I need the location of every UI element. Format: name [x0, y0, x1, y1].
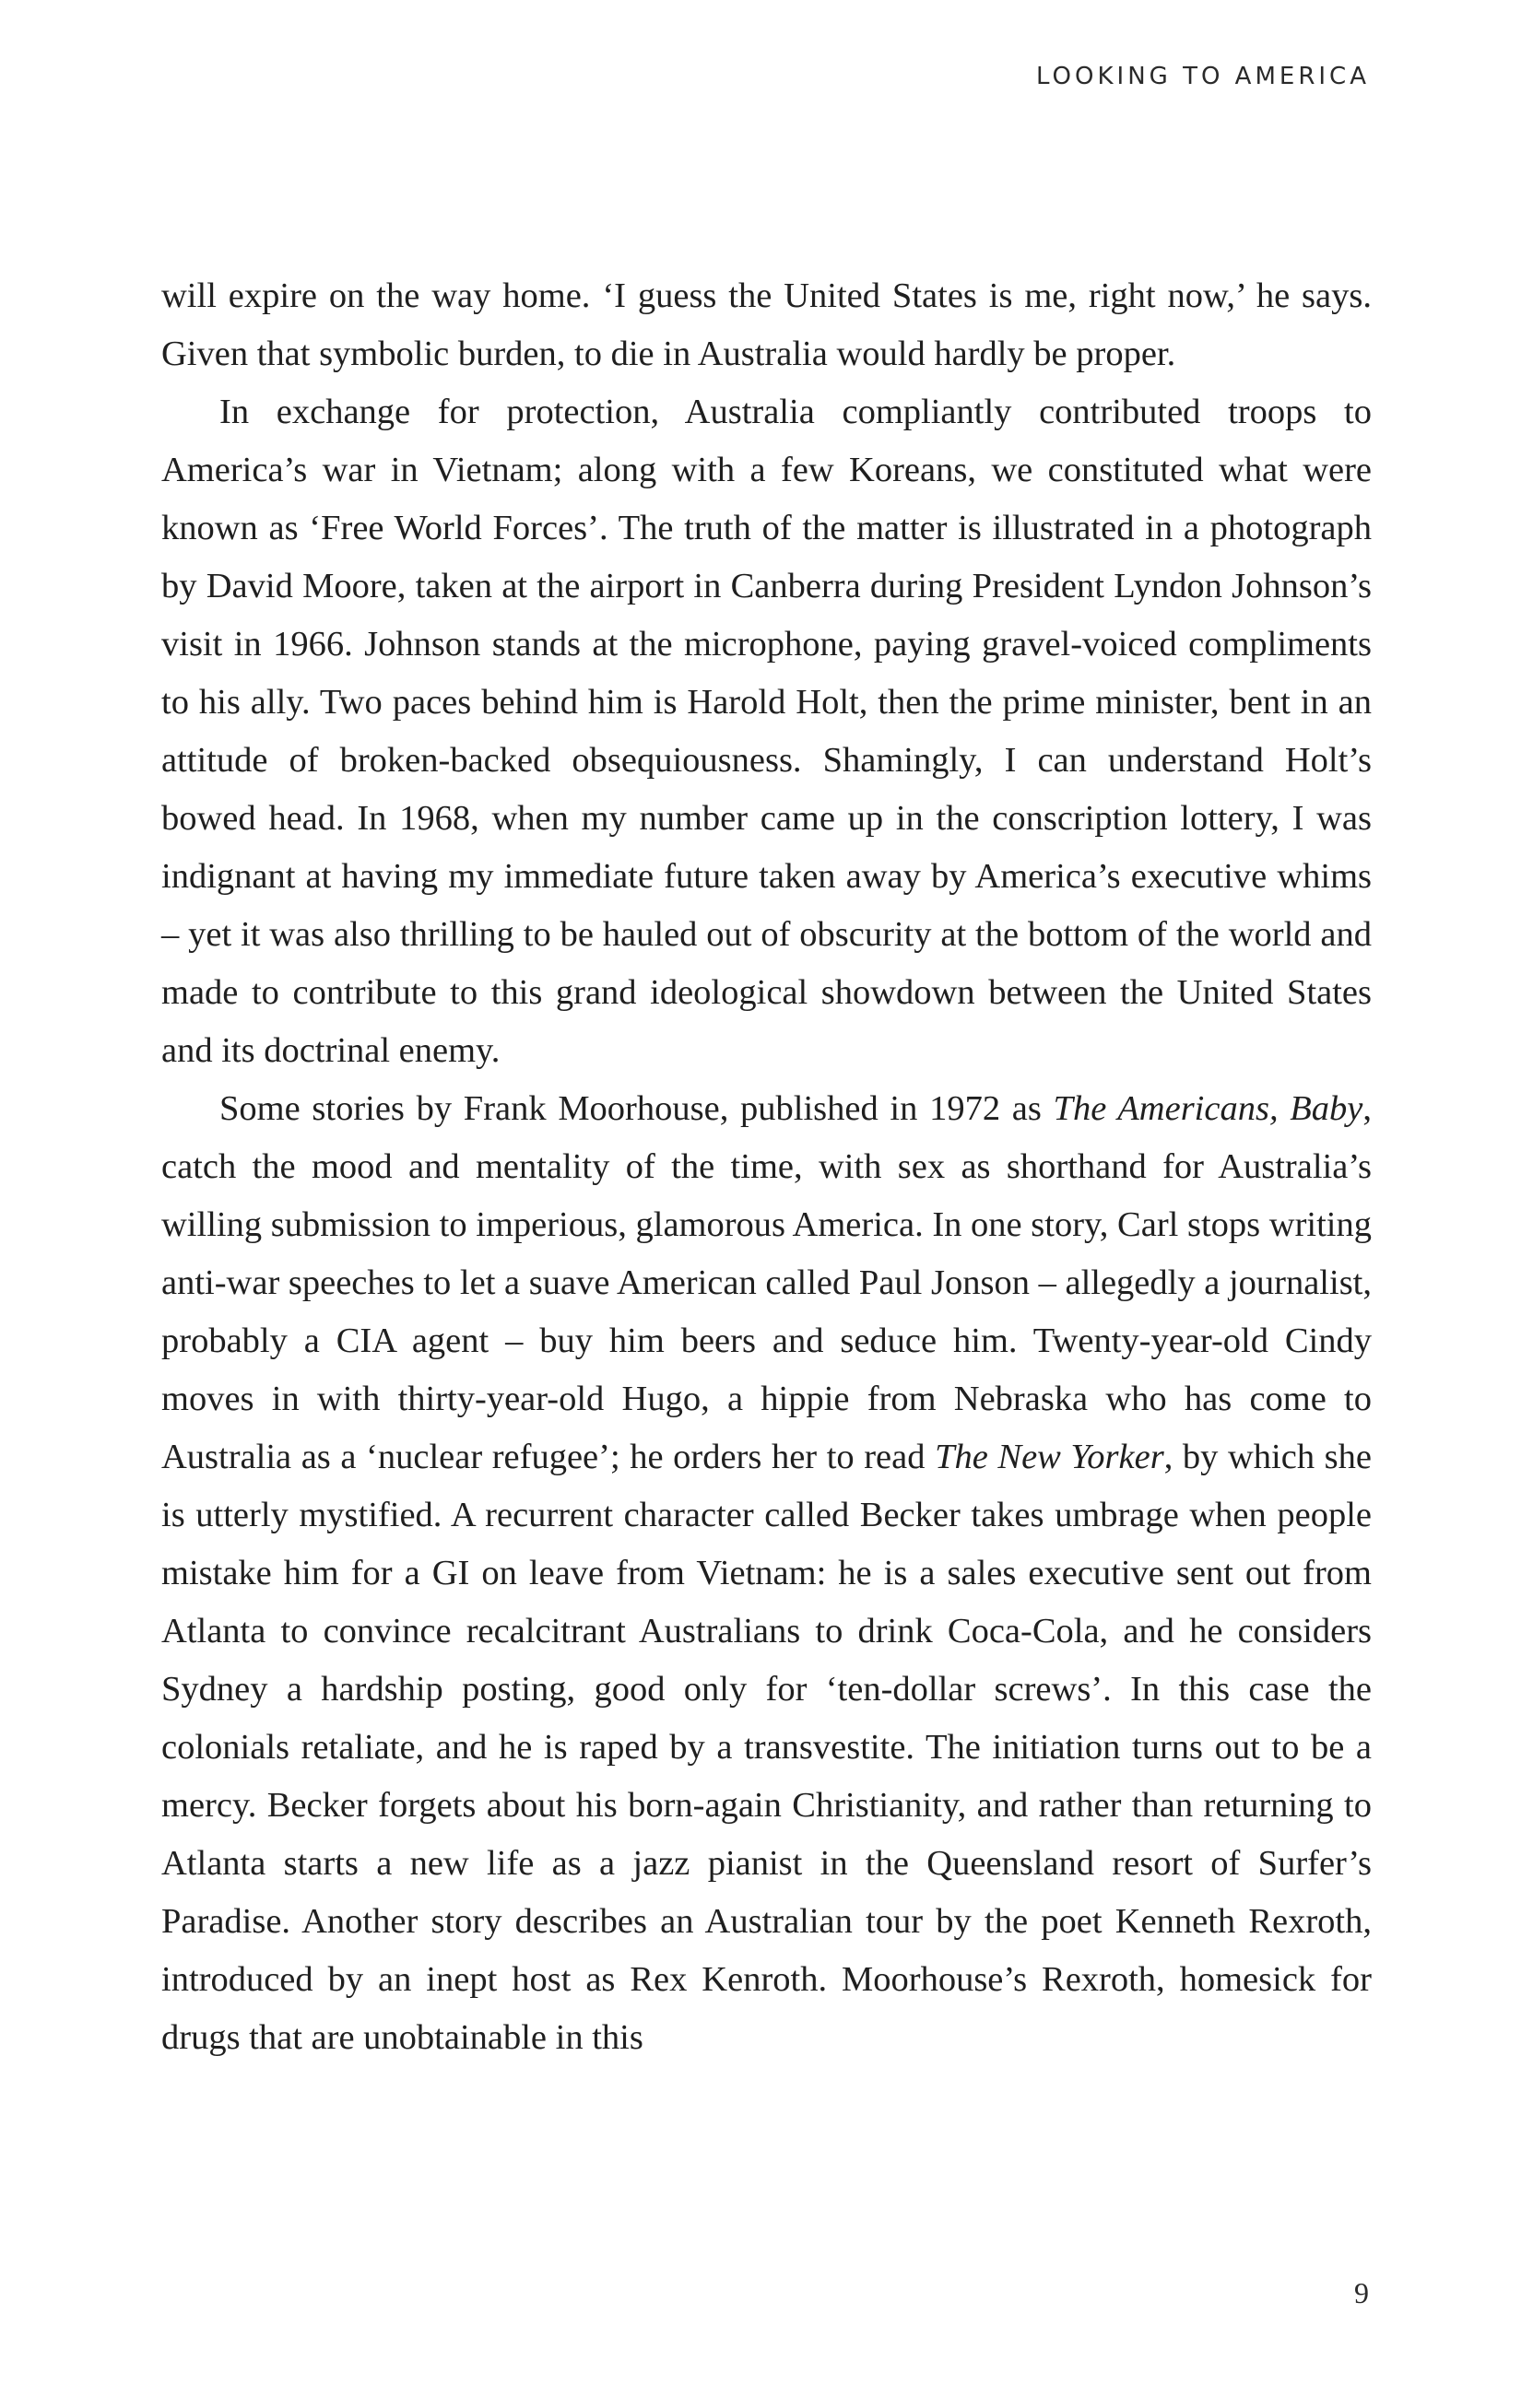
paragraph	[161, 267, 1372, 383]
magazine-title: The New Yorker	[935, 1438, 1164, 1476]
running-head: LOOKING TO AMERICA	[1036, 63, 1370, 90]
text-segment: , by which she is utterly mystified. A recurrent character called Becker takes umbrage when people mistake him for a GI on leave from Vietnam: he is a sales executive sent out from Atlanta to convince recalcitrant Australians to drink Coca-Cola, and he considers Sydney a hardship posting, good only for ‘ten-dollar screws’. In this case the colonials retaliate, and he is raped by a transvestite. The initiation turns out to be a mercy. Becker forgets about his born-again Christianity, and rather than returning to Atlanta starts a new life as a jazz pianist in the Queensland resort of Surfer’s Paradise. Another story describes an Australian tour by the poet Kenneth Rexroth, introduced by an inept host as Rex Kenroth. Moorhouse’s Rexroth, homesick for drugs that are unobtainable in this	[161, 1438, 1372, 2057]
book-title: The Americans, Baby	[1053, 1089, 1363, 1128]
text-segment: In exchange for protection, Australia compliantly contributed troops to America’s war in Vietnam; along with a few Koreans, we constituted what were known as ‘Free World Forces’. The truth of the matter is illustrated in a photograph by David Moore, taken at the airport in Canberra during President Lyndon Johnson’s visit in 1966. Johnson stands at the microphone, paying gravel-voiced compliments to his ally. Two paces behind him is Harold Holt, then the prime minister, bent in an attitude of broken-backed obsequiousness. Shamingly, I can understand Holt’s bowed head. In 1968, when my number came up in the conscription lottery, I was indignant at having my immediate future taken away by America’s executive whims – yet it was also thrilling to be hauled out of obscurity at the bottom of the world and made to contribute to this grand ideological showdown between the United States and its doctrinal enemy.	[161, 393, 1372, 1070]
page-number: 9	[1354, 2276, 1369, 2309]
text-segment: Some stories by Frank Moorhouse, published in 1972 as	[219, 1089, 1054, 1128]
body-text	[161, 267, 1372, 2067]
text-segment: , catch the mood and mentality of the time, with sex as shorthand for Australia’s willing submission to imperious, glamorous America. In one story, Carl stops writing anti-war speeches to let a suave American called Paul Jonson – allegedly a journalist, probably a CIA agent – buy him beers and seduce him. Twenty-year-old Cindy moves in with thirty-year-old Hugo, a hippie from Nebraska who has come to Australia as a ‘nuclear refugee’; he orders her to read	[161, 1089, 1372, 1476]
text-segment: will expire on the way home. ‘I guess the United States is me, right now,’ he says. Given that symbolic burden, to die in Australia would hardly be proper.	[161, 276, 1372, 373]
paragraph	[161, 1080, 1372, 2067]
paragraph	[161, 383, 1372, 1080]
